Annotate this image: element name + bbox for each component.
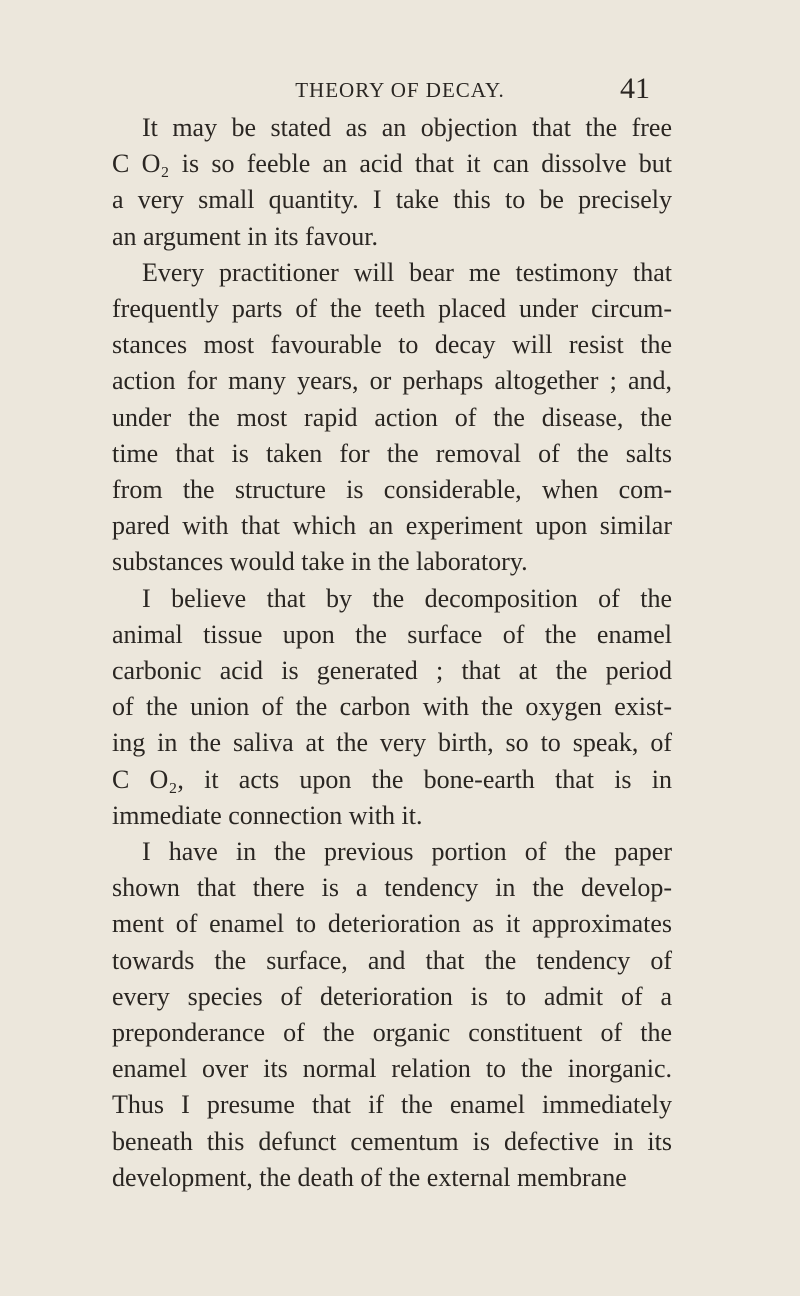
- body-text: [112, 110, 672, 1196]
- text-line: development, the death of the external membrane: [112, 1162, 627, 1192]
- text-line: a very small quantity. I take this to be precisely: [112, 185, 672, 215]
- text-line: ment of enamel to deterioration as it approximates: [112, 909, 672, 939]
- text-line: animal tissue upon the surface of the enamel: [112, 619, 672, 649]
- text-line: action for many years, or perhaps altogether ; and,: [112, 366, 672, 396]
- text-line: shown that there is a tendency in the develop-: [112, 873, 672, 903]
- text-line: every species of deterioration is to admit of a: [112, 981, 672, 1011]
- text-line: Every practitioner will bear me testimony that: [142, 257, 672, 287]
- text-line: carbonic acid is generated ; that at the period: [112, 656, 672, 686]
- text-line: frequently parts of the teeth placed under circum-: [112, 294, 672, 324]
- text-line: an argument in its favour.: [112, 221, 378, 251]
- text-line: I believe that by the decomposition of the: [142, 583, 672, 613]
- text-line: immediate connection with it.: [112, 800, 423, 830]
- text-line: from the structure is considerable, when com-: [112, 475, 672, 505]
- running-head: [0, 72, 800, 112]
- paragraph-1: [112, 110, 672, 255]
- text-line: ing in the saliva at the very birth, so to speak, of: [112, 728, 672, 758]
- text-line: substances would take in the laboratory.: [112, 547, 528, 577]
- text-line: preponderance of the organic constituent of the: [112, 1018, 672, 1048]
- text-line: C O₂, it acts upon the bone-earth that is in: [112, 764, 672, 794]
- text-line: beneath this defunct cementum is defective in its: [112, 1126, 672, 1156]
- text-line: of the union of the carbon with the oxygen exist-: [112, 692, 672, 722]
- text-line: C O₂ is so feeble an acid that it can dissolve but: [112, 149, 672, 179]
- paragraph-3: [112, 581, 672, 834]
- page-number: 41: [620, 72, 650, 105]
- text-line: enamel over its normal relation to the inorganic.: [112, 1054, 672, 1084]
- running-title: THEORY OF DECAY.: [295, 78, 505, 102]
- text-line: time that is taken for the removal of the salts: [112, 438, 672, 468]
- text-line: Thus I presume that if the enamel immediately: [112, 1090, 672, 1120]
- text-line: I have in the previous portion of the paper: [142, 837, 672, 867]
- paragraph-4: [112, 834, 672, 1196]
- text-line: pared with that which an experiment upon similar: [112, 511, 672, 541]
- text-line: under the most rapid action of the disease, the: [112, 402, 672, 432]
- text-line: towards the surface, and that the tendency of: [112, 945, 672, 975]
- text-line: It may be stated as an objection that the free: [142, 113, 672, 142]
- text-line: stances most favourable to decay will resist the: [112, 330, 672, 360]
- paragraph-2: [112, 255, 672, 581]
